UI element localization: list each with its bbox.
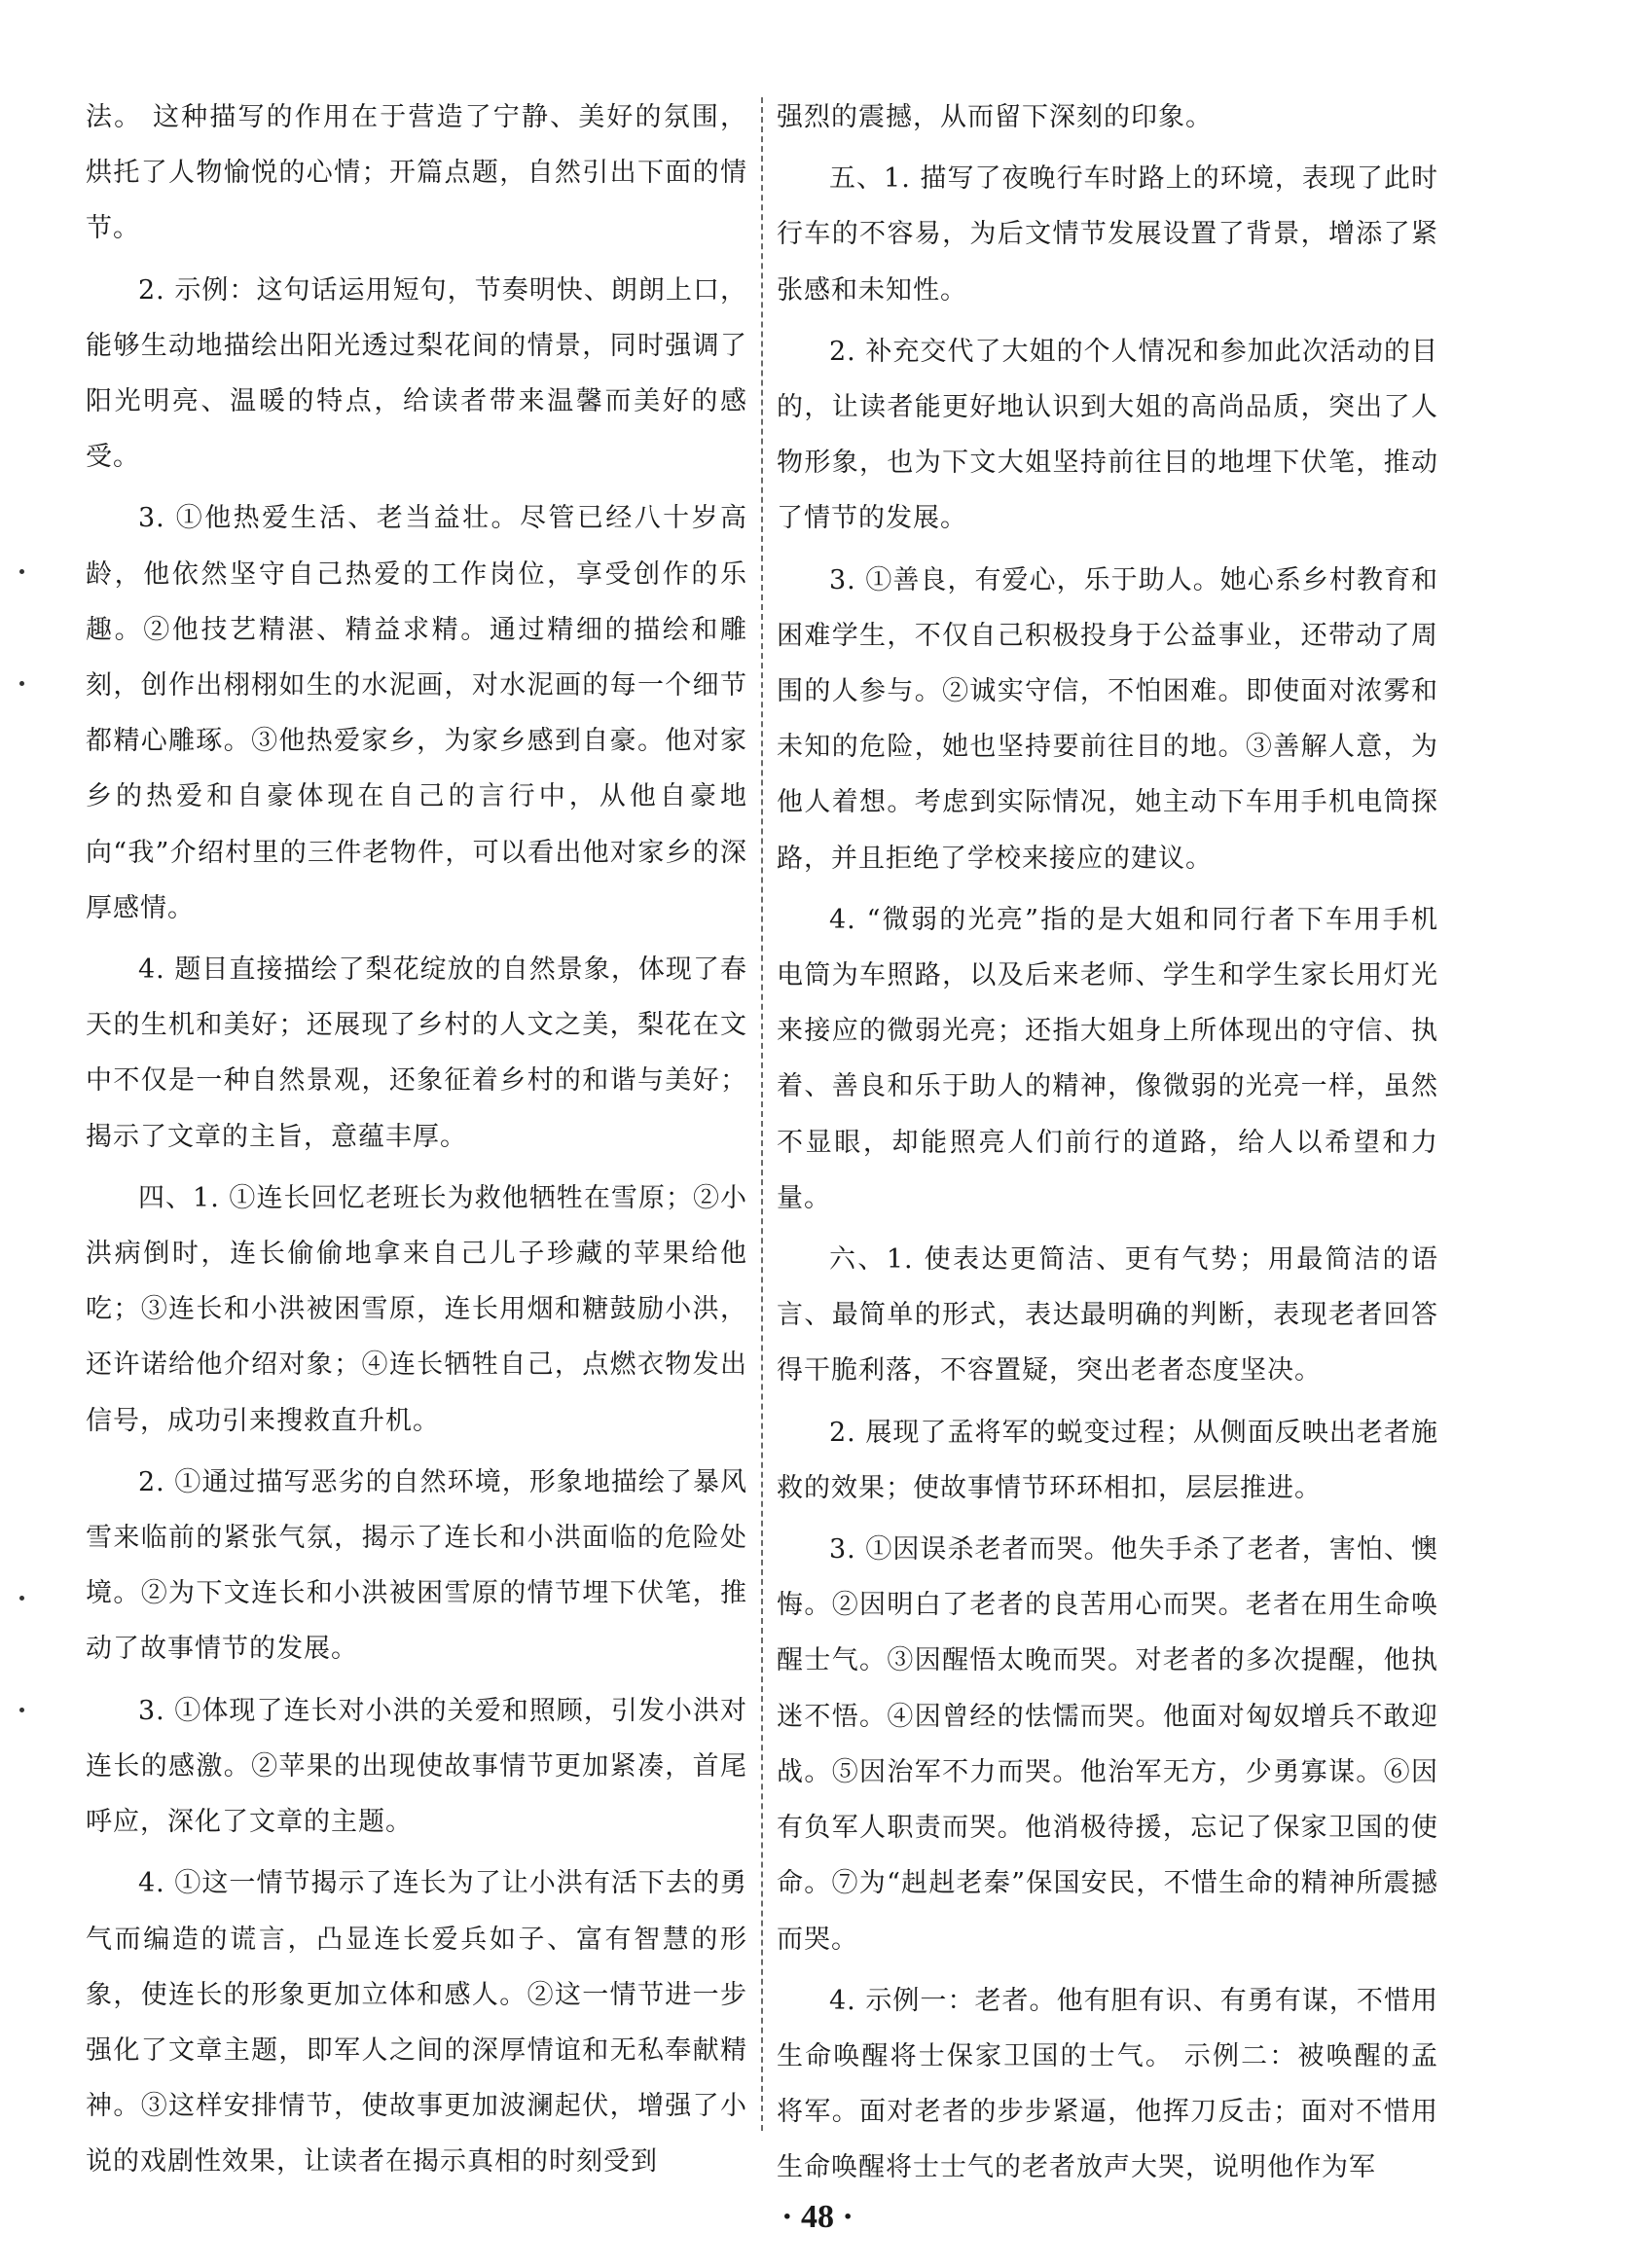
paragraph: 2. ①通过描写恶劣的自然环境，形象地描绘了暴风雪来临前的紧张气氛，揭示了连长和小洪面临的危险处境。②为下文连长和小洪被困雪原的情节埋下伏笔，推动了故事情节的发展。 [86,1466,747,1665]
paragraph: 2. 展现了孟将军的蜕变过程；从侧面反映出老者施救的效果；使故事情节环环相扣，层层推进。 [777,1417,1438,1503]
column-divider [761,97,763,2131]
paragraph: 3. ①善良，有爱心，乐于助人。她心系乡村教育和困难学生，不仅自己积极投身于公益事业，还带动了周围的人参与。②诚实守信，不怕困难。即使面对浓雾和未知的危险，她也坚持要前往目的地。③善解人意，为他人着想。考虑到实际情况，她主动下车用手机电筒探路，并且拒绝了学校来接应的建议。 [777,564,1438,874]
paragraph: 3. ①体现了连长对小洪的关爱和照顾，引发小洪对连长的感激。②苹果的出现使故事情节更加紧凑，首尾呼应，深化了文章的主题。 [86,1695,747,1838]
paragraph: 四、1. ①连长回忆老班长为救他牺牲在雪原；②小洪病倒时，连长偷偷地拿来自己儿子珍藏的苹果给他吃；③连长和小洪被困雪原，连长用烟和糖鼓励小洪，还许诺给他介绍对象；④连长牺牲自己，点燃衣物发出信号，成功引来搜救直升机。 [86,1182,747,1436]
paragraph: 五、1. 描写了夜晚行车时路上的环境，表现了此时行车的不容易，为后文情节发展设置了背景，增添了紧张感和未知性。 [777,163,1438,306]
paragraph: 4. “微弱的光亮”指的是大姐和同行者下车用手机电筒为车照路，以及后来老师、学生和学生家长用灯光来接应的微弱光亮；还指大姐身上所体现出的守信、执着、善良和乐于助人的精神，像微弱的光亮一样，虽然不显眼，却能照亮人们前行的道路，给人以希望和力量。 [777,904,1438,1213]
paragraph: 六、1. 使表达更简洁、更有气势；用最简洁的语言、最简单的形式，表达最明确的判断，表现老者回答得干脆利落，不容置疑，突出老者态度坚决。 [777,1244,1438,1386]
paragraph: 2. 示例：这句话运用短句，节奏明快、朗朗上口，能够生动地描绘出阳光透过梨花间的情景，同时强调了阳光明亮、温暖的特点，给读者带来温馨而美好的感受。 [86,274,747,473]
paragraph: 3. ①因误杀老者而哭。他失手杀了老者，害怕、懊悔。②因明白了老者的良苦用心而哭。老者在用生命唤醒士气。③因醒悟太晚而哭。对老者的多次提醒，他执迷不悟。④因曾经的怯懦而哭。他面对匈奴增兵不敢迎战。⑤因治军不力而哭。他治军无方，少勇寡谋。⑥因有负军人职责而哭。他消极待援，忘记了保家卫国的使命。⑦为“赳赳老秦”保国安民，不惜生命的精神所震撼而哭。 [777,1534,1438,1955]
paragraph: 4. 题目直接描绘了梨花绽放的自然景象，体现了春天的生机和美好；还展现了乡村的人文之美，梨花在文中不仅是一种自然景观，还象征着乡村的和谐与美好；揭示了文章的主旨，意蕴丰厚。 [86,954,747,1152]
paragraph: 4. ①这一情节揭示了连长为了让小洪有活下去的勇气而编造的谎言，凸显连长爱兵如子、富有智慧的形象，使连长的形象更加立体和感人。②这一情节进一步强化了文章主题，即军人之间的深厚情谊和无私奉献精神。③这样安排情节，使故事更加波澜起伏，增强了小说的戏剧性效果，让读者在揭示真相的时刻受到 [86,1868,747,2178]
paragraph: 4. 示例一：老者。他有胆有识、有勇有谋，不惜用生命唤醒将士保家卫国的士气。 示例二：被唤醒的孟将军。面对老者的步步紧逼，他挥刀反击；面对不惜用生命唤醒将士士气的老者放声大哭，说明他作为军 [777,1985,1438,2183]
margin-dot [19,569,24,574]
margin-dot [19,1708,24,1712]
right-column [777,90,1438,2202]
left-column [86,90,747,2196]
paragraph: 2. 补充交代了大姐的个人情况和参加此次活动的目的，让读者能更好地认识到大姐的高尚品质，突出了人物形象，也为下文大姐坚持前往目的地埋下伏笔，推动了情节的发展。 [777,336,1438,534]
margin-dot [19,681,24,686]
margin-dot [19,1596,24,1601]
paragraph: 3. ①他热爱生活、老当益壮。尽管已经八十岁高龄，他依然坚守自己热爱的工作岗位，享受创作的乐趣。②他技艺精湛、精益求精。通过精细的描绘和雕刻，创作出栩栩如生的水泥画，对水泥画的每一个细节都精心雕琢。③他热爱家乡，为家乡感到自豪。他对家乡的热爱和自豪体现在自己的言行中，从他自豪地向“我”介绍村里的三件老物件，可以看出他对家乡的深厚感情。 [86,503,747,923]
paragraph: 强烈的震撼，从而留下深刻的印象。 [777,102,1213,132]
paragraph: 法。 这种描写的作用在于营造了宁静、美好的氛围，烘托了人物愉悦的心情；开篇点题，自然引出下面的情节。 [86,102,747,244]
page-number: · 48 · [781,2199,854,2235]
